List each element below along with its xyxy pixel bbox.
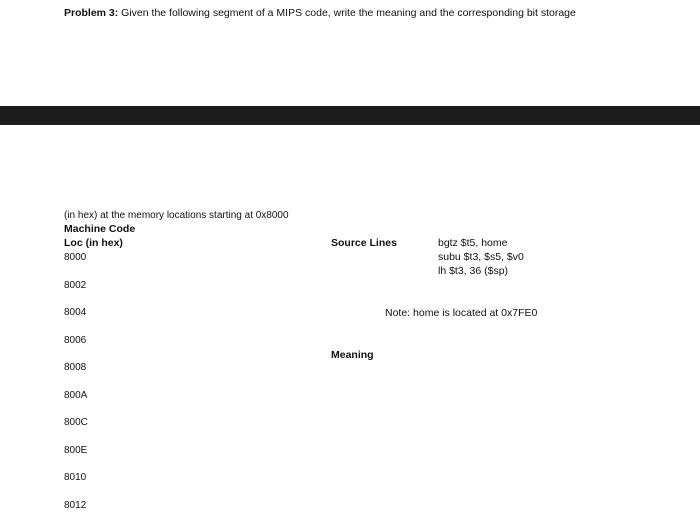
- meaning-label: Meaning: [331, 349, 374, 361]
- address-row: 8012: [64, 500, 87, 511]
- code-line: bgtz $t5, home: [438, 237, 508, 249]
- machine-code-header: Machine Code: [64, 223, 136, 235]
- problem-statement: [64, 7, 576, 19]
- address-row: 8000: [64, 252, 87, 263]
- source-lines-label: Source Lines: [331, 237, 397, 249]
- address-row: 8004: [64, 307, 87, 318]
- note-text: Note: home is located at 0x7FE0: [385, 307, 538, 319]
- problem-label: Problem 3:: [64, 7, 119, 19]
- address-row: 8008: [64, 362, 87, 373]
- redaction-band: [0, 106, 700, 125]
- problem-text: Given the following segment of a MIPS code, write the meaning and the corresponding bit storage: [118, 7, 576, 19]
- address-row: 8010: [64, 472, 87, 483]
- address-row: 8002: [64, 280, 87, 291]
- loc-header: Loc (in hex): [64, 237, 123, 249]
- code-line: lh $t3, 36 ($sp): [438, 265, 509, 277]
- address-row: 800A: [64, 390, 88, 401]
- address-row: 800C: [64, 417, 88, 428]
- table-intro: (in hex) at the memory locations starting at 0x8000: [64, 210, 289, 221]
- address-row: 8006: [64, 335, 87, 346]
- address-row: 800E: [64, 445, 88, 456]
- code-line: subu $t3, $s5, $v0: [438, 251, 524, 263]
